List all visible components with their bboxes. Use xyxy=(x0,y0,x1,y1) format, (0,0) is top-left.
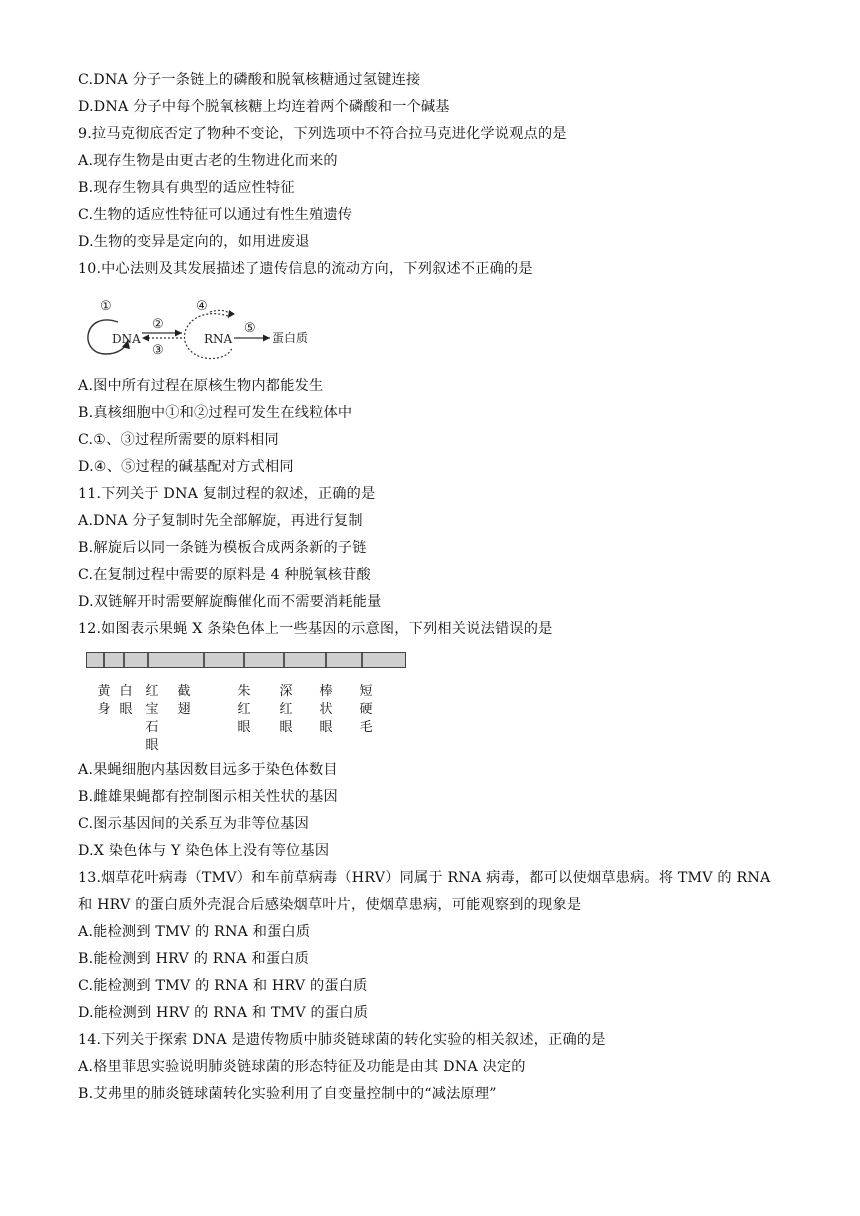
option-a: A.果蝇细胞内基因数目远多于染色体数目 xyxy=(78,762,338,778)
option-b: B.雌雄果蝇都有控制图示相关性状的基因 xyxy=(78,789,338,805)
question-10-stem: 10.中心法则及其发展描述了遗传信息的流动方向，下列叙述不正确的是 xyxy=(78,261,533,277)
option-a: A.图中所有过程在原核生物内都能发生 xyxy=(78,378,324,394)
step-3-label: ③ xyxy=(152,343,164,358)
option-a: A.DNA 分子复制时先全部解旋，再进行复制 xyxy=(78,513,363,529)
option-b: B.能检测到 HRV 的 RNA 和蛋白质 xyxy=(78,951,309,967)
gene-label: 黄身 xyxy=(97,684,111,717)
option-a: A.格里菲思实验说明肺炎链球菌的形态特征及功能是由其 DNA 决定的 xyxy=(78,1059,526,1075)
gene-label: 深红眼 xyxy=(279,684,293,735)
option-b: B.艾弗里的肺炎链球菌转化实验利用了自变量控制中的“减法原理” xyxy=(78,1086,497,1102)
gene-label: 红宝石眼 xyxy=(145,684,159,753)
option-b: B.解旋后以同一条链为模板合成两条新的子链 xyxy=(78,540,367,556)
option-a: A.能检测到 TMV 的 RNA 和蛋白质 xyxy=(78,924,311,940)
dna-node-label: DNA xyxy=(112,332,141,346)
option-c: C.能检测到 TMV 的 RNA 和 HRV 的蛋白质 xyxy=(78,978,368,994)
question-13-stem-cont: 和 HRV 的蛋白质外壳混合后感染烟草叶片，使烟草患病，可能观察到的现象是 xyxy=(78,897,582,913)
option-b: B.现存生物具有典型的适应性特征 xyxy=(78,180,295,196)
option-c: C.图示基因间的关系互为非等位基因 xyxy=(78,816,310,832)
gene-label: 截翅 xyxy=(177,684,191,717)
option-d: D.④、⑤过程的碱基配对方式相同 xyxy=(78,459,294,475)
gene-label: 白眼 xyxy=(119,684,133,717)
option-c: C.①、③过程所需要的原料相同 xyxy=(78,432,279,448)
question-13-stem: 13.烟草花叶病毒（TMV）和车前草病毒（HRV）同属于 RNA 病毒，都可以使烟草患病。将 TMV 的 RNA xyxy=(78,870,771,886)
option-d: D.双链解开时需要解旋酶催化而不需要消耗能量 xyxy=(78,594,382,610)
question-9-stem: 9.拉马克彻底否定了物种不变论，下列选项中不符合拉马克进化学说观点的是 xyxy=(78,126,567,142)
option-b: B.真核细胞中①和②过程可发生在线粒体中 xyxy=(78,405,353,421)
text-line: D.DNA 分子中每个脱氧核糖上均连着两个磷酸和一个碱基 xyxy=(78,99,450,115)
option-c: C.在复制过程中需要的原料是 4 种脱氧核苷酸 xyxy=(78,567,371,583)
step-1-label: ① xyxy=(100,299,112,314)
gene-label: 短硬毛 xyxy=(359,684,373,735)
step-4-label: ④ xyxy=(196,299,208,314)
option-d: D.X 染色体与 Y 染色体上没有等位基因 xyxy=(78,843,330,859)
rna-node-label: RNA xyxy=(204,332,233,346)
option-c: C.生物的适应性特征可以通过有性生殖遗传 xyxy=(78,207,353,223)
option-a: A.现存生物是由更古老的生物进化而来的 xyxy=(78,153,338,169)
step-2-label: ② xyxy=(152,317,164,332)
step-5-label: ⑤ xyxy=(244,321,256,336)
central-dogma-diagram xyxy=(78,296,338,366)
question-14-stem: 14.下列关于探索 DNA 是遗传物质中肺炎链球菌的转化实验的相关叙述，正确的是 xyxy=(78,1032,606,1048)
question-11-stem: 11.下列关于 DNA 复制过程的叙述，正确的是 xyxy=(78,486,376,502)
gene-label: 棒状眼 xyxy=(319,684,333,735)
option-d: D.生物的变异是定向的，如用进废退 xyxy=(78,234,310,250)
gene-label: 朱红眼 xyxy=(237,684,251,735)
text-line: C.DNA 分子一条链上的磷酸和脱氧核糖通过氢键连接 xyxy=(78,72,421,88)
question-12-stem: 12.如图表示果蝇 X 条染色体上一些基因的示意图，下列相关说法错误的是 xyxy=(78,621,553,637)
protein-node-label: 蛋白质 xyxy=(272,331,309,345)
x-chromosome-bar xyxy=(86,652,406,668)
option-d: D.能检测到 HRV 的 RNA 和 TMV 的蛋白质 xyxy=(78,1005,369,1021)
